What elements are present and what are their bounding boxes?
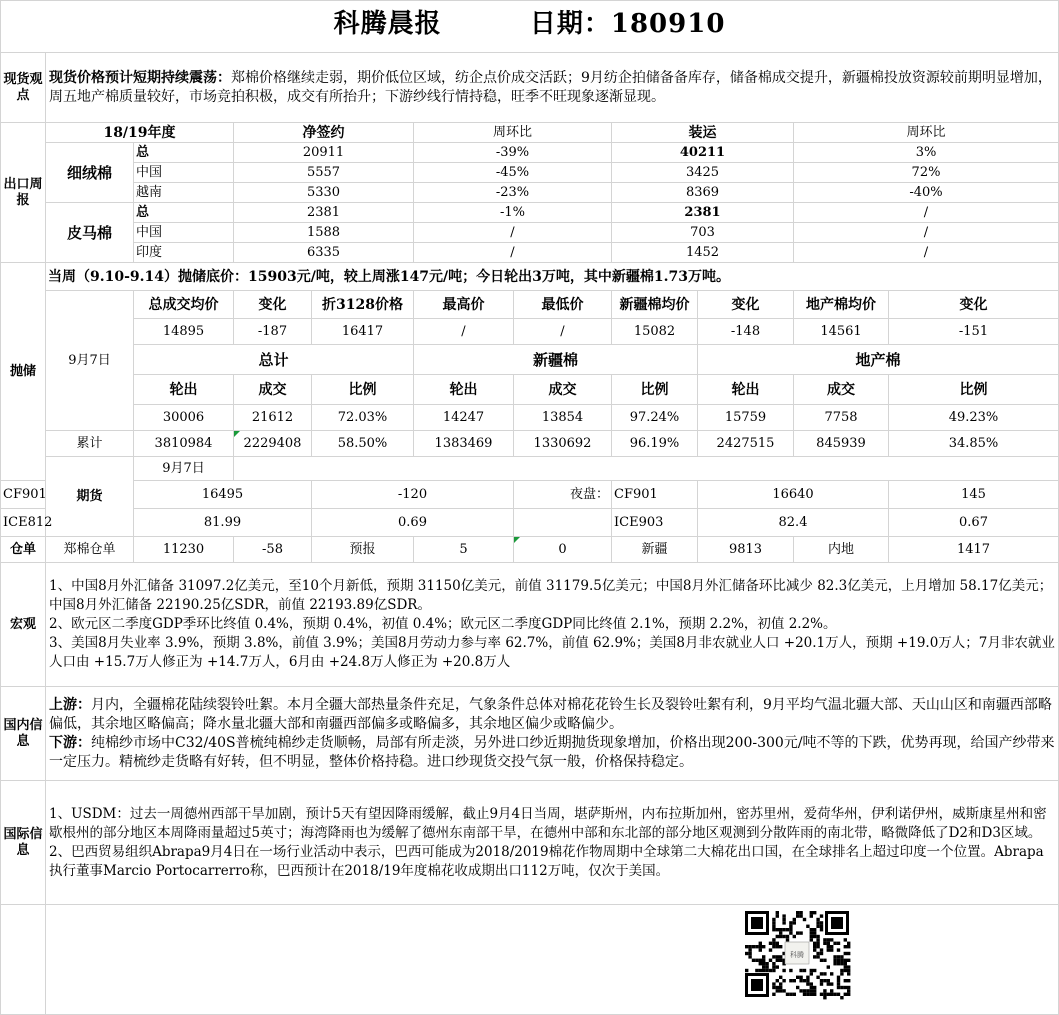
futures-date: 9月7日: [134, 457, 234, 481]
reserve-cum-value: 845939: [794, 431, 889, 457]
upstream-label: 上游：: [49, 696, 91, 713]
reserve-price-value: -187: [234, 319, 312, 345]
domestic-text: [46, 687, 1059, 781]
spot-lead: 现货价格预计短期持续震荡：: [49, 69, 231, 86]
reserve-price-header: 变化: [889, 291, 1059, 319]
report-title: 科腾晨报: [333, 9, 442, 39]
reserve-price-header: 最低价: [514, 291, 612, 319]
reserve-day-value: 14247: [414, 405, 514, 431]
reserve-sub-header: 成交: [234, 375, 312, 405]
futures-night-label: 夜盘：: [514, 481, 612, 509]
macro-item-2: 2、欧元区二季度GDP季环比终值 0.4%，预期 0.4%，初值 0.4%；欧元区二季度GDP同比终值 2.1%，预期 2.2%，初值 2.2%。: [49, 616, 837, 632]
reserve-day-value: 7758: [794, 405, 889, 431]
export-wow2: 72%: [794, 163, 1059, 183]
export-net-header: 净签约: [234, 123, 414, 143]
futures-cf-change: -120: [312, 481, 514, 509]
section-futures: 期货: [46, 457, 134, 537]
futures-empty: [514, 509, 612, 537]
export-ship: 3425: [612, 163, 794, 183]
futures-ice2-code: ICE903: [612, 509, 698, 537]
export-group-pima: 皮马棉: [46, 203, 134, 263]
futures-cf-night-code: CF901: [612, 481, 698, 509]
reserve-cum-value: 34.85%: [889, 431, 1059, 457]
warehouse-label: 郑棉仓单: [46, 537, 134, 563]
reserve-price-value: -148: [698, 319, 794, 345]
export-wow2: /: [794, 243, 1059, 263]
reserve-sub-header: 比例: [889, 375, 1059, 405]
reserve-price-header: 地产棉均价: [794, 291, 889, 319]
reserve-day-value: 21612: [234, 405, 312, 431]
reserve-sub-header: 成交: [514, 375, 612, 405]
warehouse-nd-value: 1417: [889, 537, 1059, 563]
domestic-upstream: [49, 696, 1055, 734]
export-ship: 40211: [612, 143, 794, 163]
export-wow2: 3%: [794, 143, 1059, 163]
futures-spacer: [234, 457, 1059, 481]
reserve-group-total: 总计: [134, 345, 414, 375]
reserve-price-value: /: [514, 319, 612, 345]
intl-text: [46, 781, 1059, 905]
reserve-date: 9月7日: [46, 291, 134, 431]
title-cell: [1, 1, 1059, 53]
export-wow2: /: [794, 203, 1059, 223]
reserve-price-value: 15082: [612, 319, 698, 345]
export-wow2: -40%: [794, 183, 1059, 203]
export-wow1: /: [414, 243, 612, 263]
section-export: 出口周报: [1, 123, 46, 263]
reserve-day-value: 30006: [134, 405, 234, 431]
intl-item-1: 1、USDM：过去一周德州西部干旱加剧，预计5天有望因降雨缓解，截止9月4日当周，堪萨斯州，内布拉斯加州，密苏里州，爱荷华州，伊利诺伊州，威斯康星州和密歇根州的部分地区本周降雨量超过5英寸；海湾降雨也为缓解了德州东南部干旱，在德州中部和东北部的部分地区观测到分散阵雨的南北带，略微降低了D2和D3区域。: [49, 805, 1047, 841]
export-net: 1588: [234, 223, 414, 243]
reserve-price-value: 16417: [312, 319, 414, 345]
domestic-downstream: [49, 734, 1055, 772]
export-ship: 703: [612, 223, 794, 243]
footer-left: [1, 905, 46, 1015]
reserve-price-value: -151: [889, 319, 1059, 345]
futures-ice-change: 0.69: [312, 509, 514, 537]
export-net: 5557: [234, 163, 414, 183]
reserve-group-xinjiang: 新疆棉: [414, 345, 698, 375]
reserve-cum-value: 58.50%: [312, 431, 414, 457]
export-net: 5330: [234, 183, 414, 203]
export-row-label: 总: [134, 143, 234, 163]
export-wow1: -1%: [414, 203, 612, 223]
reserve-price-value: 14561: [794, 319, 889, 345]
warehouse-forecast-change: 0: [514, 537, 612, 563]
export-wow1: /: [414, 223, 612, 243]
futures-cf-price: 16495: [134, 481, 312, 509]
section-spot: 现货观点: [1, 53, 46, 123]
reserve-cum-value: 2427515: [698, 431, 794, 457]
section-reserve: 抛储: [1, 263, 46, 481]
date-label: 日期：: [529, 9, 611, 39]
export-row-label: 总: [134, 203, 234, 223]
reserve-price-header: 最高价: [414, 291, 514, 319]
reserve-day-value: 97.24%: [612, 405, 698, 431]
export-row-label: 中国: [134, 163, 234, 183]
section-domestic: 国内信息: [1, 687, 46, 781]
export-net: 2381: [234, 203, 414, 223]
reserve-price-header: 变化: [698, 291, 794, 319]
export-ship: 8369: [612, 183, 794, 203]
export-ship: 1452: [612, 243, 794, 263]
export-net: 6335: [234, 243, 414, 263]
reserve-price-header: 新疆棉均价: [612, 291, 698, 319]
reserve-price-header: 折3128价格: [312, 291, 414, 319]
export-row-label: 印度: [134, 243, 234, 263]
reserve-cum-label: 累计: [46, 431, 134, 457]
export-wow1-header: 周环比: [414, 123, 612, 143]
warehouse-forecast-value: 5: [414, 537, 514, 563]
reserve-sub-header: 轮出: [698, 375, 794, 405]
reserve-price-value: /: [414, 319, 514, 345]
reserve-sub-header: 比例: [312, 375, 414, 405]
reserve-day-value: 13854: [514, 405, 612, 431]
macro-item-3: 3、美国8月失业率 3.9%，预期 3.8%，前值 3.9%；美国8月劳动力参与率 62.7%，前值 62.9%；美国8月非农就业人口 +20.1万人，预期 +19.0万人；7月非农就业人口由 +15.7万人修正为 +14.7万人，6月由 +24.8万人修正为 +20.8万人: [49, 635, 1055, 670]
qr-center-label: 科腾: [790, 951, 804, 959]
reserve-cum-value: 2229408: [234, 431, 312, 457]
export-wow2-header: 周环比: [794, 123, 1059, 143]
futures-cf-night-price: 16640: [698, 481, 889, 509]
export-net: 20911: [234, 143, 414, 163]
export-wow2: /: [794, 223, 1059, 243]
warehouse-nd-label: 内地: [794, 537, 889, 563]
futures-cf-code: CF901: [1, 481, 46, 509]
export-ship-header: 装运: [612, 123, 794, 143]
upstream-text: 月内，全疆棉花陆续裂铃吐絮。本月全疆大部热量条件充足，气象条件总体对棉花花铃生长及裂铃吐絮有利，9月平均气温北疆大部、天山山区和南疆西部略偏低，其余地区略偏高；降水量北疆大部和南疆西部偏多或略偏多，其余地区偏少或略偏少。: [49, 696, 1052, 732]
spot-body: 郑棉价格继续走弱，期价低位区域，纺企点价成交活跃；9月纺企拍储备备库存，储备棉成交提升，新疆棉投放资源较前期明显增加，周五地产棉质量较好，市场竞拍积极，成交有所抬升；下游纱线行情持稳，旺季不旺现象逐渐显现。: [49, 69, 1052, 105]
reserve-price-header: 变化: [234, 291, 312, 319]
reserve-day-value: 15759: [698, 405, 794, 431]
export-group-upland: 细绒棉: [46, 143, 134, 203]
downstream-label: 下游：: [49, 734, 91, 751]
warehouse-change: -58: [234, 537, 312, 563]
export-row-label: 越南: [134, 183, 234, 203]
futures-cf-night-change: 145: [889, 481, 1059, 509]
warehouse-xj-label: 新疆: [612, 537, 698, 563]
macro-text: [46, 563, 1059, 687]
futures-ice-code: ICE812: [1, 509, 46, 537]
reserve-day-value: 49.23%: [889, 405, 1059, 431]
futures-ice2-price: 82.4: [698, 509, 889, 537]
reserve-cum-value: 1330692: [514, 431, 612, 457]
reserve-price-header: 总成交均价: [134, 291, 234, 319]
export-wow1: -45%: [414, 163, 612, 183]
downstream-text: 纯棉纱市场中C32/40S普梳纯棉纱走货顺畅，局部有所走淡，另外进口纱近期抛货现象增加，价格出现200-300元/吨不等的下跌，优势再现，给国产纱带来一定压力。精梳纱走货略有好转，但不明显，整体价格持稳。进口纱现货交投气氛一般，价格保持稳定。: [49, 734, 1055, 770]
qr-code-icon: [742, 908, 852, 1000]
futures-ice2-change: 0.67: [889, 509, 1059, 537]
futures-ice-price: 81.99: [134, 509, 312, 537]
reserve-price-value: 14895: [134, 319, 234, 345]
reserve-group-local: 地产棉: [698, 345, 1059, 375]
reserve-cum-value: 1383469: [414, 431, 514, 457]
reserve-sub-header: 轮出: [414, 375, 514, 405]
warehouse-forecast-label: 预报: [312, 537, 414, 563]
reserve-sub-header: 轮出: [134, 375, 234, 405]
spot-text: [46, 53, 1059, 123]
section-macro: 宏观: [1, 563, 46, 687]
reserve-day-value: 72.03%: [312, 405, 414, 431]
export-wow1: -39%: [414, 143, 612, 163]
warehouse-xj-value: 9813: [698, 537, 794, 563]
export-wow1: -23%: [414, 183, 612, 203]
export-ship: 2381: [612, 203, 794, 223]
export-row-label: 中国: [134, 223, 234, 243]
reserve-summary: 当周（9.10-9.14）抛储底价：15903元/吨，较上周涨147元/吨；今日轮出3万吨，其中新疆棉1.73万吨。: [46, 263, 1059, 291]
reserve-sub-header: 成交: [794, 375, 889, 405]
export-year-header: 18/19年度: [46, 123, 234, 143]
footer-area: [46, 905, 1059, 1015]
report-date: 180910: [610, 9, 726, 39]
warehouse-value: 11230: [134, 537, 234, 563]
reserve-cum-value: 96.19%: [612, 431, 698, 457]
macro-item-1: 1、中国8月外汇储备 31097.2亿美元，至10个月新低，预期 31150亿美元，前值 31179.5亿美元；中国8月外汇储备环比减少 82.3亿美元，上月增加 58.17亿美元；中国8月外汇储备 22190.25亿SDR，前值 22193.89亿SDR。: [49, 578, 1053, 613]
reserve-sub-header: 比例: [612, 375, 698, 405]
section-warehouse: 仓单: [1, 537, 46, 563]
section-intl: 国际信息: [1, 781, 46, 905]
reserve-cum-value: 3810984: [134, 431, 234, 457]
intl-item-2: 2、巴西贸易组织Abrapa9月4日在一场行业活动中表示，巴西可能成为2018/2019棉花作物周期中全球第二大棉花出口国，在全球排名上超过印度一个位置。Abrapa执行董事Marcio Portocarrerro称，巴西预计在2018/19年度棉花收成期出口112万吨，仅次于美国。: [49, 843, 1044, 879]
